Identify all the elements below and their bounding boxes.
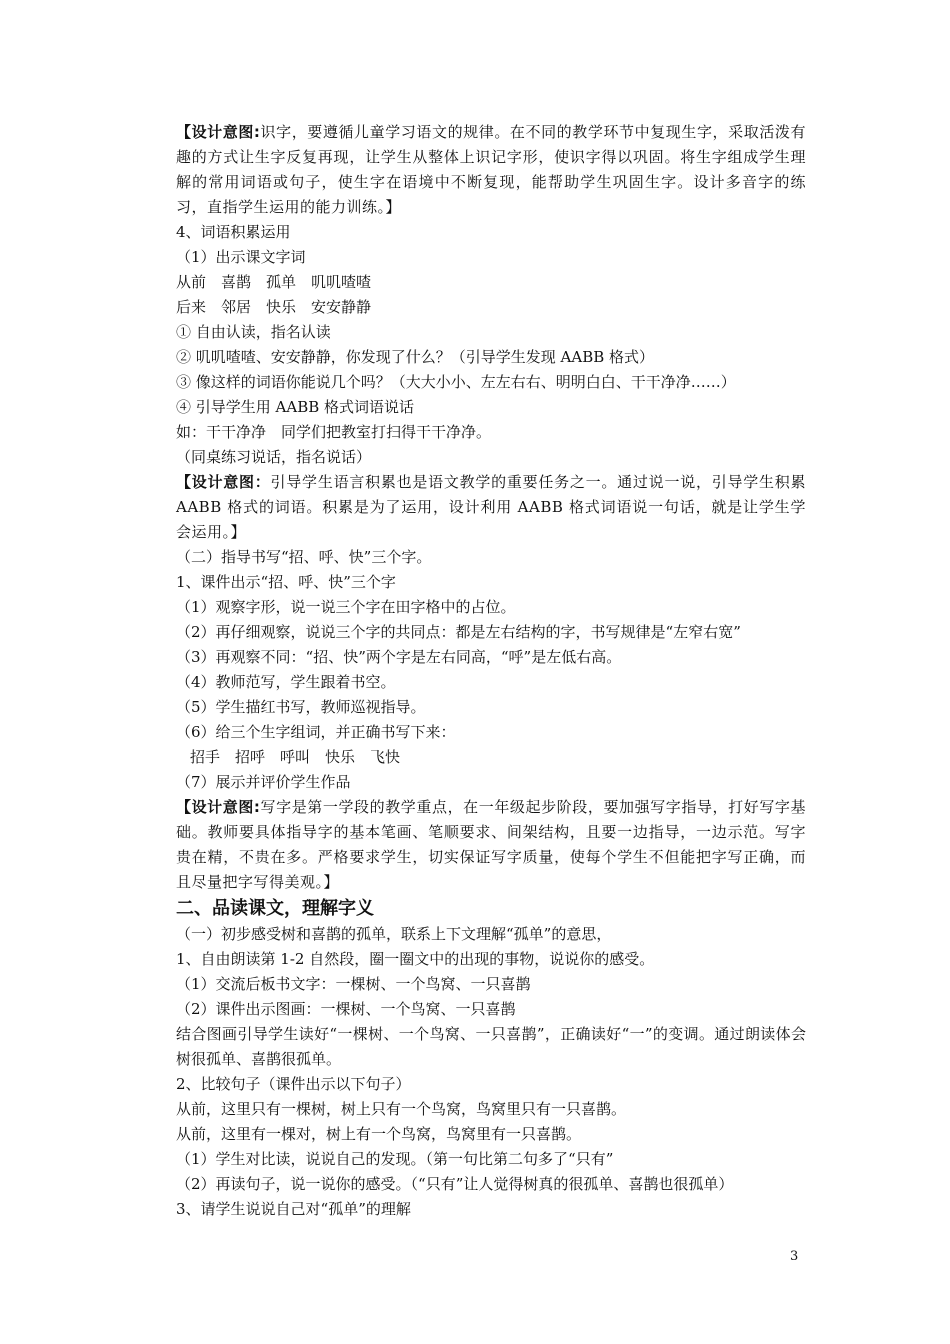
step-line: （1）出示课文字词: [176, 248, 306, 266]
page-number: 3: [790, 1249, 799, 1264]
list-item: ① 自由认读，指名认读: [176, 323, 331, 341]
list-item: ④ 引导学生用 AABB 格式词语说话: [176, 398, 415, 416]
section-heading: 二、品读课文，理解字义: [176, 898, 374, 919]
example-sentence: 从前，这里有一棵对，树上有一个鸟窝，鸟窝里有一只喜鹊。: [176, 1125, 582, 1143]
list-item: （1）学生对比读，说说自己的发现。（第一句比第二句多了“只有”: [176, 1150, 614, 1168]
design-intent-label: 【设计意图：: [176, 473, 271, 491]
subsection-heading: （二）指导书写“招、呼、快”三个字。: [176, 548, 432, 566]
list-item: ③ 像这样的词语你能说几个吗？（大大小小、左左右右、明明白白、干干净净……）: [176, 373, 736, 391]
step-line: 1、课件出示“招、呼、快”三个字: [176, 573, 396, 591]
design-intent-label: 【设计意图:: [176, 123, 261, 141]
word-list: 招手 招呼 呼叫 快乐 飞快: [190, 748, 401, 766]
list-item: （3）再观察不同：“招、快”两个字是左右同高，“呼”是左低右高。: [176, 648, 622, 666]
step-line: 3、请学生说说自己对“孤单”的理解: [176, 1200, 411, 1218]
design-intent-paragraph: [146, 795, 806, 895]
list-item: ② 叽叽喳喳、安安静静，你发现了什么？（引导学生发现 AABB 格式）: [176, 348, 655, 366]
design-intent-text: 识字，要遵循儿童学习语文的规律。在不同的教学环节中复现生字，采取活泼有趣的方式让生字反复再现，让学生从整体上识记字形，使识字得以巩固。将生字组成学生理解的常用词语或句子，使生字在语境中不断复现，能帮助学生巩固生字。设计多音字的练习，直指学生运用的能力训练。】: [176, 123, 806, 216]
body-paragraph: 结合图画引导学生读好“一棵树、一个鸟窝、一只喜鹊”，正确读好“一”的变调。通过朗读体会树很孤单、喜鹊很孤单。: [176, 1025, 806, 1068]
step-line: 2、比较句子（课件出示以下句子）: [176, 1075, 411, 1093]
example-sentence: 从前，这里只有一棵树，树上只有一个鸟窝，鸟窝里只有一只喜鹊。: [176, 1100, 627, 1118]
design-intent-paragraph: [146, 470, 806, 545]
example-line: 如：干干净净 同学们把教室打扫得干干净净。: [176, 423, 492, 441]
list-item: （7）展示并评价学生作品: [176, 773, 351, 791]
step-heading: 4、词语积累运用: [176, 223, 291, 241]
design-intent-label: 【设计意图:: [176, 798, 261, 816]
list-item: （2）再读句子，说一说你的感受。（“只有”让人觉得树真的很孤单、喜鹊也很孤单）: [176, 1175, 734, 1193]
subsection-heading: （一）初步感受树和喜鹊的孤单，联系上下文理解“孤单”的意思，: [176, 925, 612, 943]
step-line: 1、自由朗读第 1-2 自然段，圈一圈文中的出现的事物，说说你的感受。: [176, 950, 655, 968]
list-item: （2）课件出示图画：一棵树、一个鸟窝、一只喜鹊: [176, 1000, 516, 1018]
list-item: （6）给三个生字组词，并正确书写下来：: [176, 723, 456, 741]
practice-line: （同桌练习说话，指名说话）: [176, 448, 372, 466]
document-body: [146, 120, 806, 1222]
design-intent-text: 写字是第一学段的教学重点，在一年级起步阶段，要加强写字指导，打好写字基础。教师要具体指导字的基本笔画、笔顺要求、间架结构，且要一边指导，一边示范。写字贵在精，不贵在多。严格要求学生，切实保证写字质量，使每个学生不但能把字写正确，而且尽量把字写得美观。】: [176, 798, 806, 891]
list-item: （4）教师范写，学生跟着书空。: [176, 673, 396, 691]
design-intent-text: 引导学生语言积累也是语文教学的重要任务之一。通过说一说，引导学生积累 AABB 格式的词语。积累是为了运用，设计利用 AABB 格式词语说一句话，就是让学生学会运用。】: [176, 473, 806, 541]
design-intent-paragraph: [146, 120, 806, 220]
word-list: 后来 邻居 快乐 安安静静: [176, 298, 372, 316]
list-item: （2）再仔细观察，说说三个字的共同点：都是左右结构的字，书写规律是“左窄右宽”: [176, 623, 741, 641]
list-item: （1）交流后板书文字：一棵树、一个鸟窝、一只喜鹊: [176, 975, 531, 993]
word-list: 从前 喜鹊 孤单 叽叽喳喳: [176, 273, 372, 291]
list-item: （1）观察字形，说一说三个字在田字格中的占位。: [176, 598, 516, 616]
list-item: （5）学生描红书写，教师巡视指导。: [176, 698, 426, 716]
